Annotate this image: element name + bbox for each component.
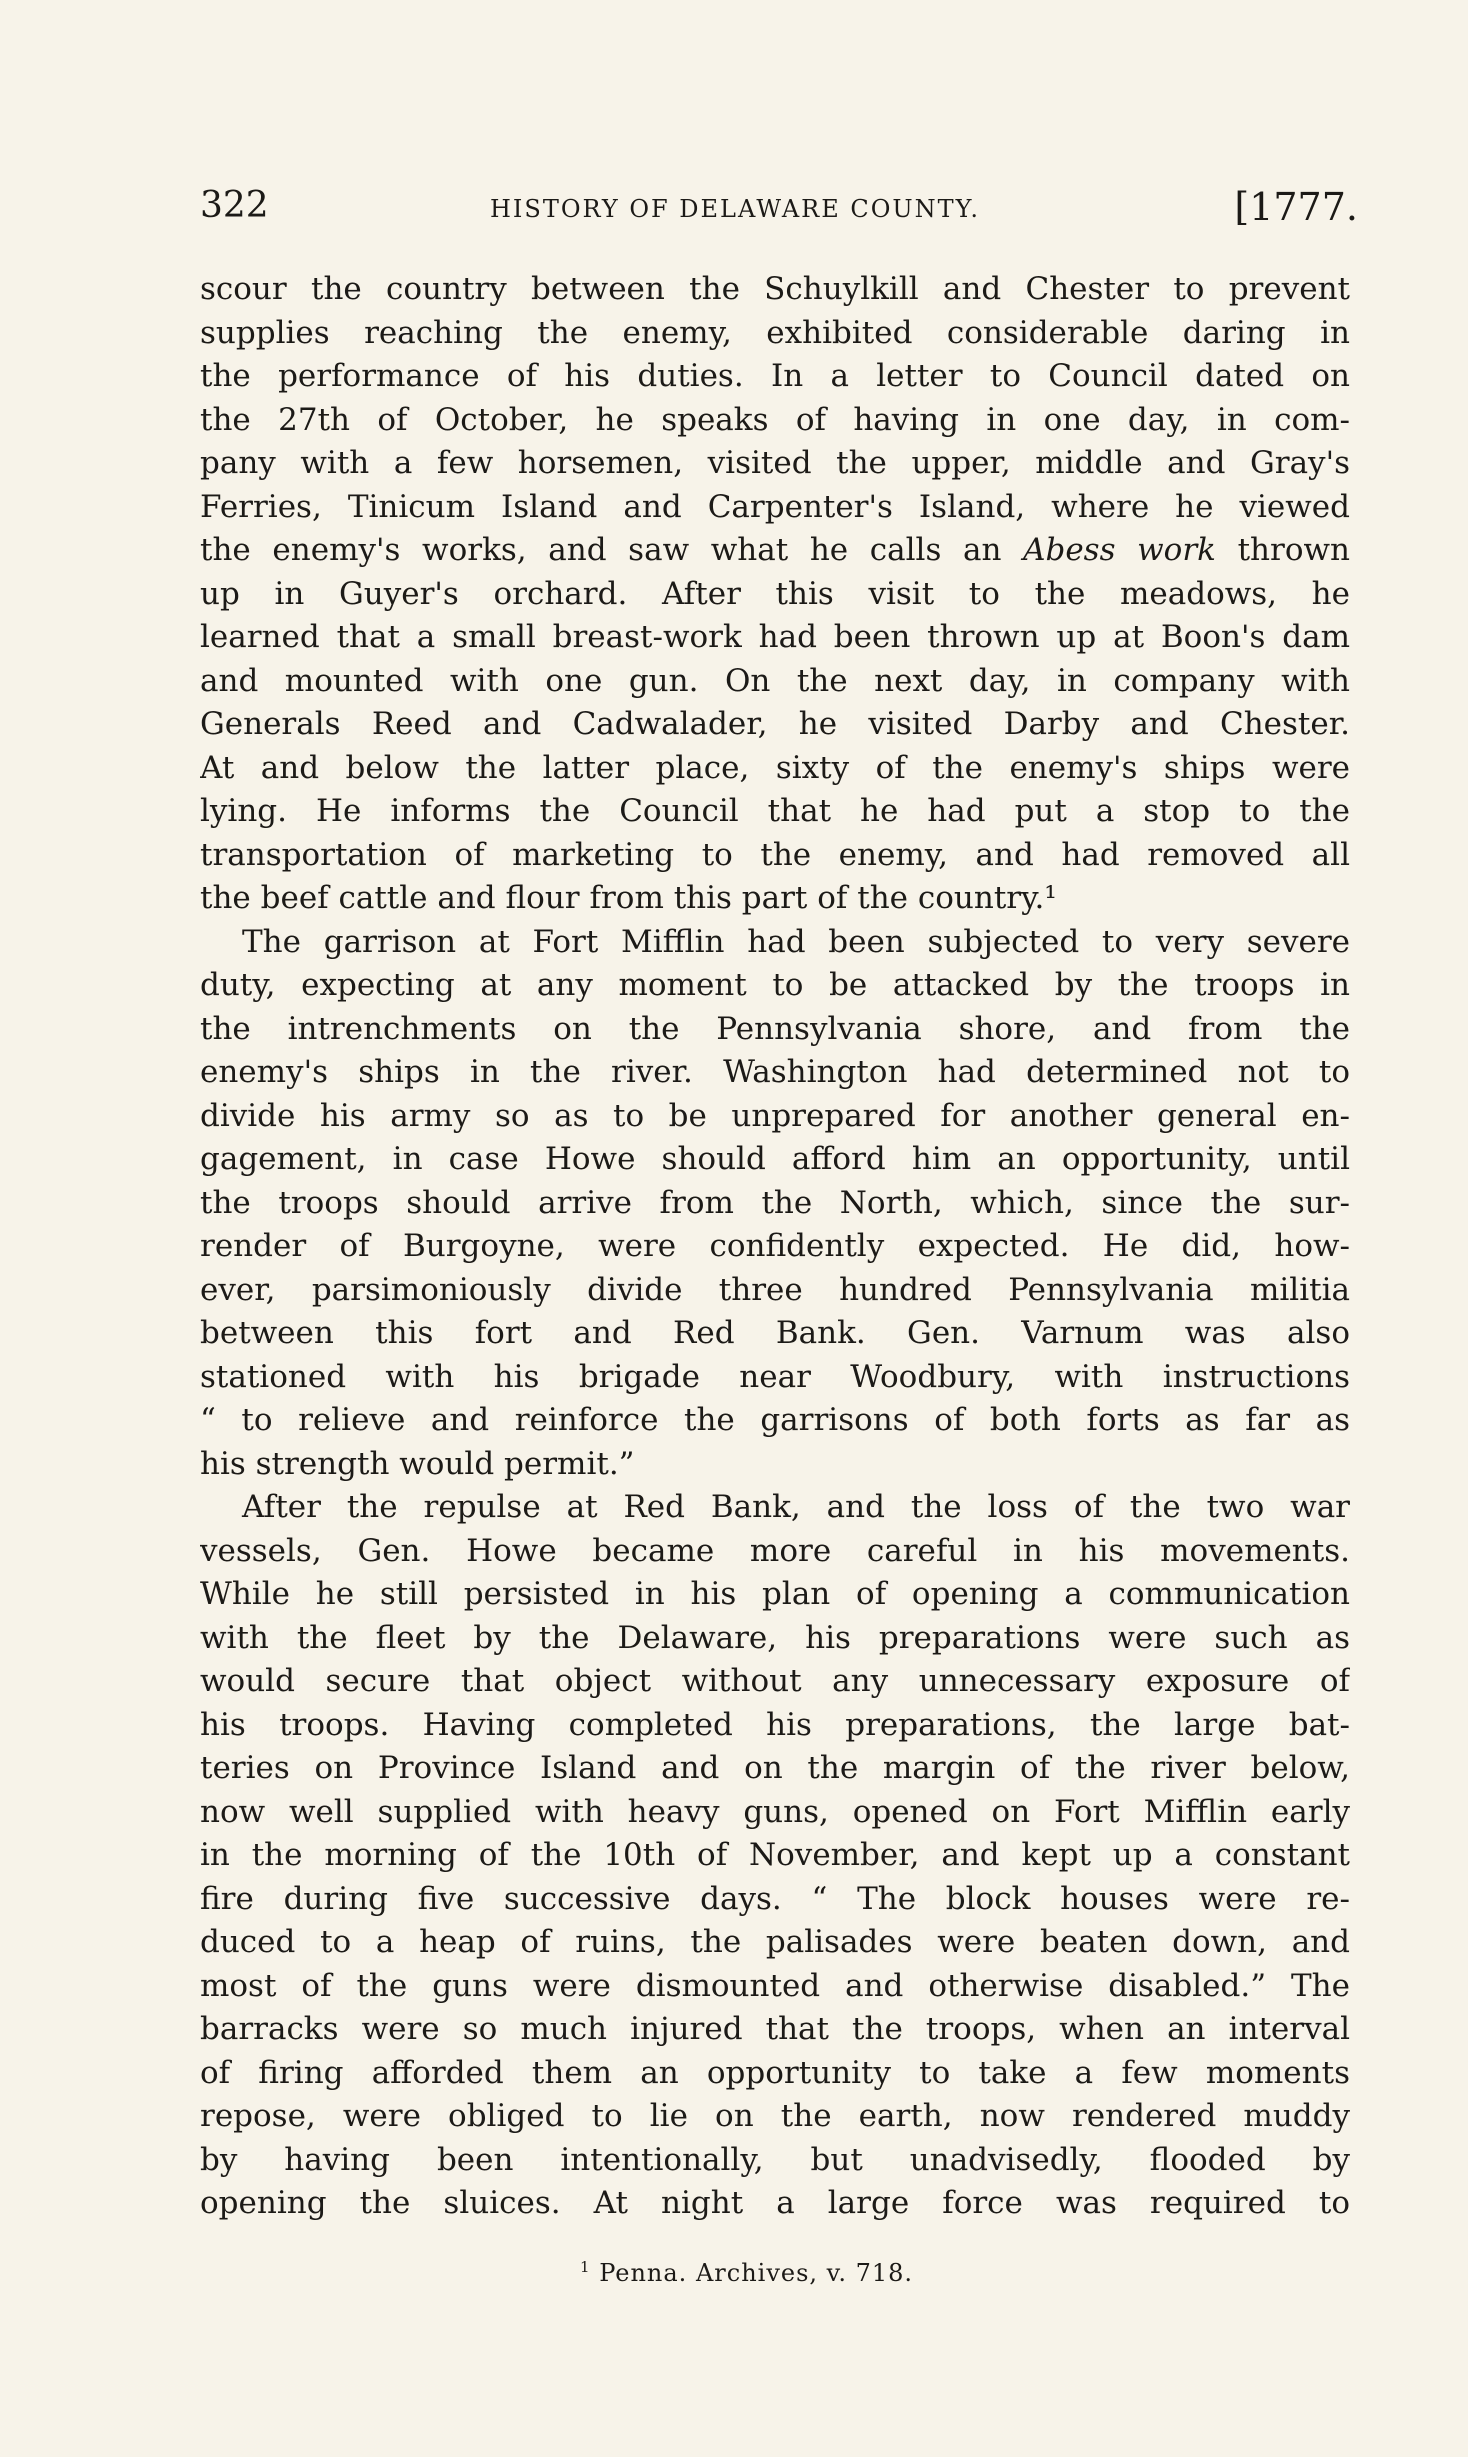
text-line: repose, were obliged to lie on the earth, now rendered muddy bbox=[200, 2098, 1350, 2134]
text-line: by having been intentionally, but unadvisedly, flooded by bbox=[200, 2141, 1350, 2178]
body-text bbox=[200, 268, 1350, 2226]
footnote bbox=[580, 2258, 913, 2287]
text-line: lying. He informs the Council that he had put a stop to the bbox=[200, 793, 1350, 829]
text-line: stationed with his brigade near Woodbury, with instructions bbox=[200, 1358, 1350, 1395]
running-title: HISTORY OF DELAWARE COUNTY. bbox=[490, 195, 981, 223]
text-line: the troops should arrive from the North, which, since the sur- bbox=[200, 1184, 1350, 1221]
text-line: After the repulse at Red Bank, and the loss of the two war bbox=[242, 1489, 1350, 1525]
italic-term: Abess work bbox=[1023, 532, 1216, 568]
text-line: enemy's ships in the river. Washington had determined not to bbox=[200, 1054, 1350, 1090]
text-line: with the fleet by the Delaware, his preparations were such as bbox=[200, 1619, 1350, 1656]
text-line: in the morning of the 10th of November, and kept up a constant bbox=[200, 1837, 1350, 1873]
text-line: learned that a small breast-work had been thrown up at Boon's dam bbox=[200, 619, 1350, 655]
footnote-text: Penna. Archives, v. 718. bbox=[599, 2259, 914, 2287]
text-line: teries on Province Island and on the margin of the river below, bbox=[200, 1750, 1350, 1786]
text-line: now well supplied with heavy guns, opened on Fort Mifflin early bbox=[200, 1793, 1350, 1830]
text-line: duced to a heap of ruins, the palisades were beaten down, and bbox=[200, 1924, 1350, 1960]
text-line: Ferries, Tinicum Island and Carpenter's Island, where he viewed bbox=[200, 488, 1350, 525]
text-line: supplies reaching the enemy, exhibited considerable daring in bbox=[200, 314, 1350, 351]
text-line: of firing afforded them an opportunity to take a few moments bbox=[200, 2054, 1350, 2091]
text-line: While he still persisted in his plan of opening a communication bbox=[200, 1576, 1350, 1612]
text-line: transportation of marketing to the enemy, and had removed all bbox=[200, 836, 1350, 873]
text-line: the beef cattle and flour from this part of the country.¹ bbox=[200, 880, 1057, 916]
text-line: duty, expecting at any moment to be attacked by the troops in bbox=[200, 967, 1350, 1003]
text-line: “ to relieve and reinforce the garrisons of both forts as far as bbox=[200, 1402, 1350, 1438]
text-line: At and below the latter place, sixty of the enemy's ships were bbox=[200, 749, 1350, 786]
text-line: the intrenchments on the Pennsylvania shore, and from the bbox=[200, 1010, 1350, 1047]
text-line: ever, parsimoniously divide three hundred Pennsylvania militia bbox=[200, 1271, 1350, 1308]
text-line: scour the country between the Schuylkill and Chester to prevent bbox=[200, 271, 1350, 307]
year-marker: [1777. bbox=[1234, 185, 1358, 229]
text-line: between this fort and Red Bank. Gen. Varnum was also bbox=[200, 1315, 1350, 1351]
text-line: pany with a few horsemen, visited the upper, middle and Gray's bbox=[200, 445, 1350, 481]
text-line: the 27th of October, he speaks of having in one day, in com- bbox=[200, 401, 1350, 438]
text-line: his troops. Having completed his preparations, the large bat- bbox=[200, 1706, 1350, 1743]
text-line: most of the guns were dismounted and otherwise disabled.” The bbox=[200, 1967, 1350, 2004]
text-line: up in Guyer's orchard. After this visit to the meadows, he bbox=[200, 575, 1350, 612]
text-line: the enemy's works, and saw what he calls an Abess work thrown bbox=[200, 532, 1350, 568]
text-line: Generals Reed and Cadwalader, he visited Darby and Chester. bbox=[200, 706, 1350, 742]
text-line: divide his army so as to be unprepared for another general en- bbox=[200, 1097, 1350, 1134]
text-line: render of Burgoyne, were confidently expected. He did, how- bbox=[200, 1228, 1350, 1264]
text-line: the performance of his duties. In a letter to Council dated on bbox=[200, 358, 1350, 394]
text-line: The garrison at Fort Mifflin had been subjected to very severe bbox=[242, 923, 1350, 960]
text-line: opening the sluices. At night a large force was required to bbox=[200, 2185, 1350, 2221]
footnote-marker: 1 bbox=[580, 2258, 591, 2276]
text-line: barracks were so much injured that the troops, when an interval bbox=[200, 2011, 1350, 2047]
text-line: his strength would permit.” bbox=[200, 1445, 635, 1482]
text-line: would secure that object without any unnecessary exposure of bbox=[200, 1663, 1350, 1699]
text-line: fire during five successive days. “ The block houses were re- bbox=[200, 1880, 1350, 1917]
page-number: 322 bbox=[200, 185, 269, 226]
text-line: vessels, Gen. Howe became more careful in his movements. bbox=[200, 1532, 1350, 1569]
text-line: gagement, in case Howe should afford him an opportunity, until bbox=[200, 1141, 1350, 1177]
page-header bbox=[200, 185, 1370, 235]
text-line: and mounted with one gun. On the next day, in company with bbox=[200, 662, 1350, 699]
